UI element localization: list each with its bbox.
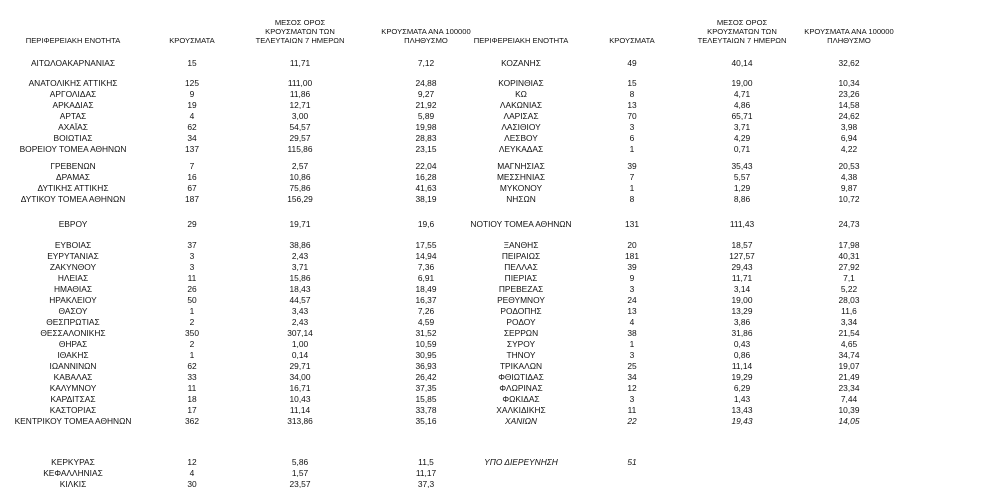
left-row-31-region: ΚΕΦΑΛΛΗΝΙΑΣ	[43, 468, 103, 478]
right-row-25-cases: 34	[627, 372, 637, 382]
left-row-13-avg7: 38,86	[289, 240, 311, 250]
right-row-2-per100k: 23,26	[838, 89, 860, 99]
left-row-17-region: ΗΜΑΘΙΑΣ	[53, 284, 93, 294]
right-row-14-cases: 181	[625, 251, 639, 261]
left-row-13-region: ΕΥΒΟΙΑΣ	[54, 240, 92, 250]
right-row-4-region: ΛΑΡΙΣΑΣ	[503, 111, 539, 121]
left-row-31-cases: 4	[189, 468, 195, 478]
left-row-25-avg7: 34,00	[289, 372, 311, 382]
right-row-3-region: ΛΑΚΩΝΙΑΣ	[499, 100, 543, 110]
left-row-11-per100k: 38,19	[415, 194, 437, 204]
right-row-10-per100k: 9,87	[840, 183, 858, 193]
right-row-15-cases: 39	[627, 262, 637, 272]
left-row-32-per100k: 37,3	[417, 479, 435, 489]
left-row-14-region: ΕΥΡΥΤΑΝΙΑΣ	[47, 251, 99, 261]
right-row-24-avg7: 11,14	[731, 361, 753, 371]
left-row-4-cases: 4	[189, 111, 195, 121]
right-row-23-cases: 3	[629, 350, 635, 360]
left-row-6-avg7: 29,57	[289, 133, 311, 143]
right-row-6-cases: 6	[629, 133, 635, 143]
left-row-22-cases: 2	[189, 339, 195, 349]
left-row-17-avg7: 18,43	[289, 284, 311, 294]
left-row-15-per100k: 7,36	[417, 262, 435, 272]
right-row-13-per100k: 17,98	[838, 240, 860, 250]
left-row-26-per100k: 37,35	[415, 383, 437, 393]
left-row-31-avg7: 1,57	[291, 468, 309, 478]
right-row-20-per100k: 3,34	[840, 317, 858, 327]
left-row-17-cases: 26	[187, 284, 197, 294]
right-row-9-avg7: 5,57	[733, 172, 751, 182]
right-row-7-region: ΛΕΥΚΑΔΑΣ	[498, 144, 544, 154]
left-row-7-avg7: 115,86	[287, 144, 313, 154]
right-row-30-cases: 51	[627, 457, 637, 467]
left-row-28-cases: 17	[187, 405, 197, 415]
right-row-4-avg7: 65,71	[731, 111, 753, 121]
left-row-31-per100k: 11,17	[415, 468, 437, 478]
left-row-17-per100k: 18,49	[415, 284, 437, 294]
right-row-25-region: ΦΘΙΩΤΙΔΑΣ	[498, 372, 544, 382]
left-row-21-region: ΘΕΣΣΑΛΟΝΙΚΗΣ	[40, 328, 106, 338]
right-row-8-region: ΜΑΓΝΗΣΙΑΣ	[497, 161, 545, 171]
left-row-24-region: ΙΩΑΝΝΙΝΩΝ	[49, 361, 97, 371]
right-row-30-region: ΥΠΟ ΔΙΕΡΕΥΝΗΣΗ	[484, 457, 558, 467]
left-row-3-cases: 19	[187, 100, 197, 110]
left-row-20-region: ΘΕΣΠΡΩΤΙΑΣ	[46, 317, 100, 327]
right-row-29-per100k: 14,05	[838, 416, 860, 426]
left-row-13-per100k: 17,55	[415, 240, 437, 250]
right-row-28-cases: 11	[627, 405, 637, 415]
right-row-29-cases: 22	[627, 416, 637, 426]
left-row-6-cases: 34	[187, 133, 197, 143]
header-left-cases: ΚΡΟΥΣΜΑΤΑ	[169, 36, 215, 45]
left-row-5-per100k: 19,98	[415, 122, 437, 132]
right-row-11-avg7: 8,86	[733, 194, 751, 204]
right-row-3-per100k: 14,58	[838, 100, 860, 110]
left-row-4-region: ΑΡΤΑΣ	[59, 111, 87, 121]
right-row-22-cases: 1	[629, 339, 635, 349]
right-row-10-avg7: 1,29	[733, 183, 751, 193]
right-row-5-avg7: 3,71	[733, 122, 751, 132]
left-row-9-avg7: 10,86	[289, 172, 311, 182]
right-row-1-region: ΚΟΡΙΝΘΙΑΣ	[498, 78, 544, 88]
right-row-29-avg7: 19,43	[731, 416, 753, 426]
right-row-0-cases: 49	[627, 58, 637, 68]
left-row-14-avg7: 2,43	[291, 251, 309, 261]
right-row-14-per100k: 40,31	[838, 251, 860, 261]
right-row-19-cases: 13	[627, 306, 637, 316]
left-row-10-per100k: 41,63	[415, 183, 437, 193]
left-row-30-region: ΚΕΡΚΥΡΑΣ	[51, 457, 95, 467]
right-row-2-avg7: 4,71	[733, 89, 751, 99]
right-row-15-per100k: 27,92	[838, 262, 860, 272]
right-row-26-avg7: 6,29	[733, 383, 751, 393]
right-row-20-region: ΡΟΔΟΥ	[506, 317, 536, 327]
right-row-11-region: ΝΗΣΩΝ	[506, 194, 536, 204]
right-row-25-per100k: 21,49	[838, 372, 860, 382]
left-row-0-avg7: 11,71	[289, 58, 311, 68]
left-row-0-cases: 15	[187, 58, 197, 68]
left-row-1-per100k: 24,88	[415, 78, 437, 88]
left-row-23-region: ΙΘΑΚΗΣ	[57, 350, 89, 360]
right-row-19-per100k: 11,6	[841, 306, 857, 316]
left-row-15-region: ΖΑΚΥΝΘΟΥ	[49, 262, 97, 272]
right-row-18-cases: 24	[627, 295, 637, 305]
right-row-27-cases: 3	[629, 394, 635, 404]
right-row-17-avg7: 3,14	[733, 284, 751, 294]
left-row-21-per100k: 31,52	[415, 328, 437, 338]
right-row-0-region: ΚΟΖΑΝΗΣ	[501, 58, 541, 68]
right-row-27-region: ΦΩΚΙΔΑΣ	[502, 394, 540, 404]
right-row-24-region: ΤΡΙΚΑΛΩΝ	[499, 361, 543, 371]
right-row-7-cases: 1	[629, 144, 635, 154]
right-row-15-region: ΠΕΛΛΑΣ	[504, 262, 538, 272]
header-right-per100k: ΚΡΟΥΣΜΑΤΑ ΑΝΑ 100000 ΠΛΗΘΥΣΜΟ	[804, 27, 894, 45]
right-row-1-avg7: 19,00	[731, 78, 753, 88]
right-row-5-region: ΛΑΣΙΘΙΟΥ	[501, 122, 541, 132]
left-row-6-region: ΒΟΙΩΤΙΑΣ	[53, 133, 93, 143]
left-row-29-cases: 362	[185, 416, 199, 426]
right-row-11-cases: 8	[629, 194, 635, 204]
right-row-2-cases: 8	[629, 89, 635, 99]
left-row-16-region: ΗΛΕΙΑΣ	[57, 273, 89, 283]
right-row-28-region: ΧΑΛΚΙΔΙΚΗΣ	[496, 405, 546, 415]
left-row-16-cases: 11	[187, 273, 197, 283]
left-row-21-cases: 350	[185, 328, 199, 338]
right-row-6-region: ΛΕΣΒΟΥ	[504, 133, 538, 143]
right-row-11-per100k: 10,72	[838, 194, 860, 204]
right-row-4-per100k: 24,62	[838, 111, 860, 121]
right-row-21-avg7: 31,86	[731, 328, 753, 338]
left-row-12-per100k: 19,6	[417, 219, 435, 229]
left-row-8-avg7: 2,57	[291, 161, 309, 171]
left-row-7-cases: 137	[185, 144, 199, 154]
header-right-avg7: ΜΕΣΟΣ ΟΡΟΣ ΚΡΟΥΣΜΑΤΩΝ ΤΩΝ ΤΕΛΕΥΤΑΙΩΝ 7 ΗΜΕΡΩΝ	[697, 18, 787, 45]
right-row-19-avg7: 13,29	[731, 306, 753, 316]
left-row-19-avg7: 3,43	[291, 306, 309, 316]
left-row-9-cases: 16	[187, 172, 197, 182]
right-row-23-region: ΤΗΝΟΥ	[506, 350, 536, 360]
left-row-2-avg7: 11,86	[289, 89, 311, 99]
left-row-1-avg7: 111,00	[287, 78, 313, 88]
right-row-0-per100k: 32,62	[838, 58, 860, 68]
right-row-8-avg7: 35,43	[731, 161, 753, 171]
right-row-29-region: ΧΑΝΙΩΝ	[505, 416, 537, 426]
left-row-10-cases: 67	[187, 183, 197, 193]
right-row-22-avg7: 0,43	[733, 339, 751, 349]
right-row-3-avg7: 4,86	[733, 100, 751, 110]
right-row-12-region: ΝΟΤΙΟΥ ΤΟΜΕΑ ΑΘΗΝΩΝ	[470, 219, 572, 229]
right-row-18-per100k: 28,03	[838, 295, 860, 305]
right-row-15-avg7: 29,43	[731, 262, 753, 272]
left-row-24-per100k: 36,93	[415, 361, 437, 371]
left-row-20-avg7: 2,43	[291, 317, 309, 327]
left-row-32-avg7: 23,57	[289, 479, 311, 489]
right-row-4-cases: 70	[627, 111, 637, 121]
right-row-13-avg7: 18,57	[731, 240, 753, 250]
left-row-25-cases: 33	[187, 372, 197, 382]
left-row-30-avg7: 5,86	[291, 457, 309, 467]
left-row-30-cases: 12	[187, 457, 197, 467]
left-row-12-cases: 29	[187, 219, 197, 229]
left-row-25-region: ΚΑΒΑΛΑΣ	[53, 372, 93, 382]
left-row-4-avg7: 3,00	[291, 111, 309, 121]
left-row-5-region: ΑΧΑΪΑΣ	[58, 122, 88, 132]
right-row-26-region: ΦΛΩΡΙΝΑΣ	[499, 383, 543, 393]
left-row-21-avg7: 307,14	[287, 328, 313, 338]
left-row-15-avg7: 3,71	[291, 262, 309, 272]
right-row-17-region: ΠΡΕΒΕΖΑΣ	[498, 284, 544, 294]
left-row-2-cases: 9	[189, 89, 195, 99]
left-row-2-per100k: 9,27	[417, 89, 435, 99]
left-row-12-region: ΕΒΡΟΥ	[58, 219, 88, 229]
right-row-7-avg7: 0,71	[733, 144, 751, 154]
left-row-11-avg7: 156,29	[287, 194, 313, 204]
left-row-26-avg7: 16,71	[289, 383, 311, 393]
left-row-28-per100k: 33,78	[415, 405, 437, 415]
left-row-27-per100k: 15,85	[415, 394, 437, 404]
right-row-21-cases: 38	[627, 328, 637, 338]
right-row-10-region: ΜΥΚΟΝΟΥ	[499, 183, 543, 193]
left-row-19-per100k: 7,26	[417, 306, 435, 316]
right-row-23-per100k: 34,74	[838, 350, 860, 360]
left-row-14-cases: 3	[189, 251, 195, 261]
left-row-7-region: ΒΟΡΕΙΟΥ ΤΟΜΕΑ ΑΘΗΝΩΝ	[19, 144, 127, 154]
left-row-11-cases: 187	[185, 194, 199, 204]
left-row-12-avg7: 19,71	[289, 219, 311, 229]
left-row-23-cases: 1	[189, 350, 195, 360]
right-row-16-avg7: 11,71	[731, 273, 753, 283]
right-row-12-cases: 131	[625, 219, 639, 229]
left-row-26-region: ΚΑΛΥΜΝΟΥ	[49, 383, 97, 393]
left-row-27-region: ΚΑΡΔΙΤΣΑΣ	[50, 394, 96, 404]
right-row-1-cases: 15	[627, 78, 637, 88]
left-row-5-cases: 62	[187, 122, 197, 132]
right-row-13-cases: 20	[627, 240, 637, 250]
right-row-27-per100k: 7,44	[840, 394, 858, 404]
left-row-1-cases: 125	[185, 78, 199, 88]
right-row-14-region: ΠΕΙΡΑΙΩΣ	[501, 251, 541, 261]
right-row-6-avg7: 4,29	[733, 133, 751, 143]
right-row-12-avg7: 111,43	[729, 219, 755, 229]
left-row-20-per100k: 4,59	[417, 317, 435, 327]
right-row-3-cases: 13	[627, 100, 637, 110]
right-row-5-per100k: 3,98	[840, 122, 858, 132]
right-row-14-avg7: 127,57	[729, 251, 755, 261]
left-row-32-region: ΚΙΛΚΙΣ	[59, 479, 87, 489]
header-right-region: ΠΕΡΙΦΕΡΕΙΑΚΗ ΕΝΟΤΗΤΑ	[473, 36, 569, 45]
left-row-28-avg7: 11,14	[289, 405, 311, 415]
left-row-1-region: ΑΝΑΤΟΛΙΚΗΣ ΑΤΤΙΚΗΣ	[28, 78, 118, 88]
left-row-18-region: ΗΡΑΚΛΕΙΟΥ	[49, 295, 97, 305]
right-row-16-cases: 9	[629, 273, 635, 283]
right-row-19-region: ΡΟΔΟΠΗΣ	[500, 306, 542, 316]
left-row-18-per100k: 16,37	[415, 295, 437, 305]
right-row-12-per100k: 24,73	[838, 219, 860, 229]
right-row-22-per100k: 4,65	[840, 339, 858, 349]
left-row-29-per100k: 35,16	[415, 416, 437, 426]
right-row-0-avg7: 40,14	[731, 58, 753, 68]
left-row-18-avg7: 44,57	[289, 295, 311, 305]
left-row-24-cases: 62	[187, 361, 197, 371]
left-row-20-cases: 2	[189, 317, 195, 327]
left-row-19-region: ΘΑΣΟΥ	[58, 306, 88, 316]
right-row-6-per100k: 6,94	[840, 133, 858, 143]
left-row-22-region: ΘΗΡΑΣ	[58, 339, 88, 349]
right-row-2-region: ΚΩ	[515, 89, 527, 99]
right-row-18-avg7: 19,00	[731, 295, 753, 305]
left-row-29-region: ΚΕΝΤΡΙΚΟΥ ΤΟΜΕΑ ΑΘΗΝΩΝ	[14, 416, 132, 426]
right-row-8-cases: 39	[627, 161, 637, 171]
left-row-27-cases: 18	[187, 394, 197, 404]
right-row-17-per100k: 5,22	[840, 284, 858, 294]
right-row-21-per100k: 21,54	[838, 328, 860, 338]
left-row-3-per100k: 21,92	[415, 100, 437, 110]
left-row-26-cases: 11	[187, 383, 197, 393]
right-row-9-cases: 7	[629, 172, 635, 182]
right-row-9-region: ΜΕΣΣΗΝΙΑΣ	[496, 172, 546, 182]
right-row-10-cases: 1	[629, 183, 635, 193]
left-row-16-avg7: 15,86	[289, 273, 311, 283]
left-row-18-cases: 50	[187, 295, 197, 305]
header-left-per100k: ΚΡΟΥΣΜΑΤΑ ΑΝΑ 100000 ΠΛΗΘΥΣΜΟ	[381, 27, 471, 45]
right-row-28-avg7: 13,43	[731, 405, 753, 415]
right-row-25-avg7: 19,29	[731, 372, 753, 382]
right-row-26-cases: 12	[627, 383, 637, 393]
left-row-19-cases: 1	[189, 306, 195, 316]
right-row-5-cases: 3	[629, 122, 635, 132]
right-row-13-region: ΞΑΝΘΗΣ	[503, 240, 539, 250]
right-row-20-avg7: 3,86	[733, 317, 751, 327]
left-row-7-per100k: 23,15	[415, 144, 437, 154]
left-row-2-region: ΑΡΓΟΛΙΔΑΣ	[49, 89, 97, 99]
right-row-27-avg7: 1,43	[733, 394, 751, 404]
left-row-22-per100k: 10,59	[415, 339, 437, 349]
left-row-29-avg7: 313,86	[287, 416, 313, 426]
header-left-region: ΠΕΡΙΦΕΡΕΙΑΚΗ ΕΝΟΤΗΤΑ	[25, 36, 121, 45]
left-row-6-per100k: 28,83	[415, 133, 437, 143]
left-row-22-avg7: 1,00	[291, 339, 309, 349]
left-row-9-per100k: 16,28	[415, 172, 437, 182]
left-row-3-avg7: 12,71	[289, 100, 311, 110]
left-row-27-avg7: 10,43	[289, 394, 311, 404]
right-row-16-region: ΠΙΕΡΙΑΣ	[504, 273, 538, 283]
left-row-14-per100k: 14,94	[415, 251, 437, 261]
right-row-22-region: ΣΥΡΟΥ	[506, 339, 536, 349]
right-row-8-per100k: 20,53	[838, 161, 860, 171]
left-row-0-per100k: 7,12	[417, 58, 435, 68]
right-row-17-cases: 3	[629, 284, 635, 294]
left-row-23-avg7: 0,14	[291, 350, 309, 360]
right-row-16-per100k: 7,1	[843, 273, 855, 283]
right-row-28-per100k: 10,39	[838, 405, 860, 415]
right-row-21-region: ΣΕΡΡΩΝ	[503, 328, 539, 338]
left-row-0-region: ΑΙΤΩΛΟΑΚΑΡΝΑΝΙΑΣ	[30, 58, 116, 68]
left-row-28-region: ΚΑΣΤΟΡΙΑΣ	[49, 405, 97, 415]
left-row-23-per100k: 30,95	[415, 350, 437, 360]
left-row-24-avg7: 29,71	[289, 361, 311, 371]
left-row-8-region: ΓΡΕΒΕΝΩΝ	[50, 161, 96, 171]
left-row-10-avg7: 75,86	[289, 183, 311, 193]
left-row-4-per100k: 5,89	[417, 111, 435, 121]
header-right-cases: ΚΡΟΥΣΜΑΤΑ	[609, 36, 655, 45]
left-row-30-per100k: 11,5	[418, 457, 434, 467]
left-row-8-cases: 7	[189, 161, 195, 171]
left-row-25-per100k: 26,42	[415, 372, 437, 382]
left-row-9-region: ΔΡΑΜΑΣ	[56, 172, 90, 182]
left-row-8-per100k: 22,04	[415, 161, 437, 171]
right-row-9-per100k: 4,38	[840, 172, 858, 182]
left-row-10-region: ΔΥΤΙΚΗΣ ΑΤΤΙΚΗΣ	[37, 183, 109, 193]
left-row-32-cases: 30	[187, 479, 197, 489]
left-row-13-cases: 37	[187, 240, 197, 250]
left-row-15-cases: 3	[189, 262, 195, 272]
right-row-18-region: ΡΕΘΥΜΝΟΥ	[497, 295, 545, 305]
left-row-3-region: ΑΡΚΑΔΙΑΣ	[52, 100, 94, 110]
right-row-26-per100k: 23,34	[838, 383, 860, 393]
left-row-16-per100k: 6,91	[417, 273, 435, 283]
right-row-1-per100k: 10,34	[838, 78, 860, 88]
right-row-24-cases: 25	[627, 361, 637, 371]
header-left-avg7: ΜΕΣΟΣ ΟΡΟΣ ΚΡΟΥΣΜΑΤΩΝ ΤΩΝ ΤΕΛΕΥΤΑΙΩΝ 7 ΗΜΕΡΩΝ	[255, 18, 345, 45]
right-row-24-per100k: 19,07	[838, 361, 860, 371]
right-row-20-cases: 4	[629, 317, 635, 327]
right-row-23-avg7: 0,86	[733, 350, 751, 360]
left-row-5-avg7: 54,57	[289, 122, 311, 132]
left-row-11-region: ΔΥΤΙΚΟΥ ΤΟΜΕΑ ΑΘΗΝΩΝ	[20, 194, 126, 204]
right-row-7-per100k: 4,22	[840, 144, 858, 154]
